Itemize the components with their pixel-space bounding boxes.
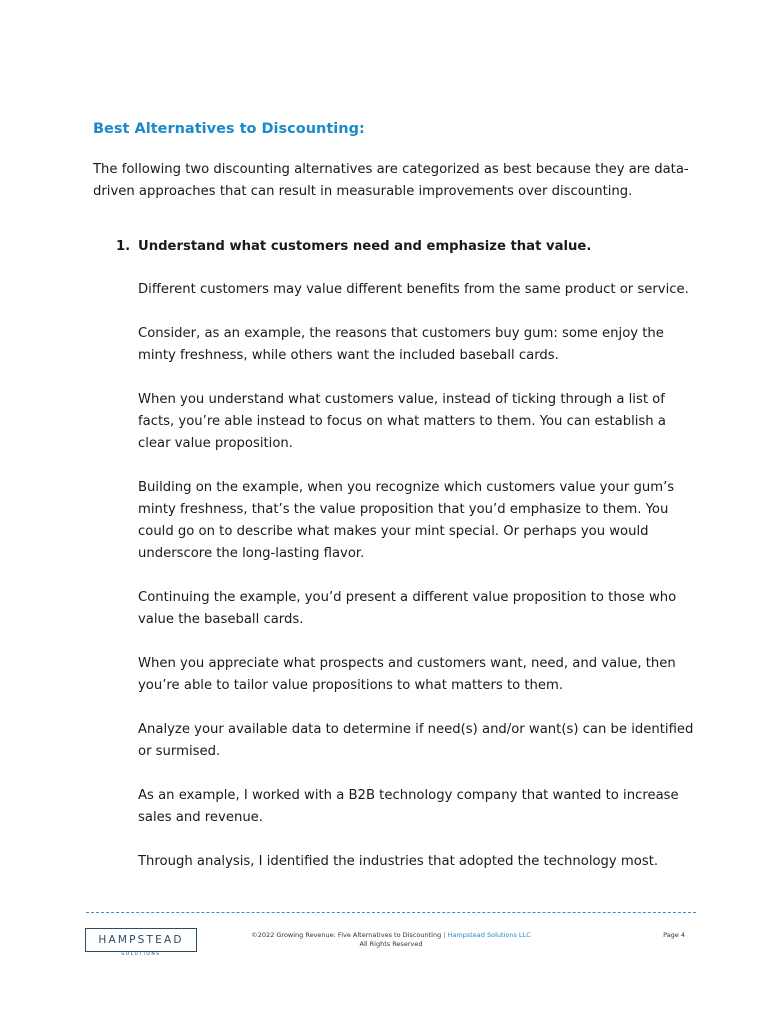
paragraph: Continuing the example, you’d present a different value proposition to those who value the baseball cards. [138, 590, 677, 627]
paragraph: When you understand what customers value, instead of ticking through a list of facts, you’re able instead to focus on what matters to them. You can establish a clear value proposition. [138, 392, 666, 451]
rights-text: All Rights Reserved [359, 940, 423, 948]
logo-subtitle: SOLUTIONS [118, 952, 163, 957]
logo-subtitle-wrap [85, 950, 197, 958]
company-name: Hampstead Solutions LLC [447, 931, 531, 939]
footer-separator: | [441, 931, 448, 939]
list-item-heading-text: Understand what customers need and emphasize that value. [138, 239, 592, 254]
footer-copyright-line [240, 931, 542, 940]
paragraph: Building on the example, when you recognize which customers value your gum’s minty freshness, that’s the value proposition that you’d emphasize to them. You could go on to describe what makes your mint special. Or perhaps you would underscore the long-lasting flavor. [138, 480, 675, 561]
paragraph: As an example, I worked with a B2B technology company that wanted to increase sales and revenue. [138, 788, 679, 825]
footer-copyright [240, 931, 542, 949]
paragraph: Consider, as an example, the reasons that customers buy gum: some enjoy the minty freshness, while others want the included baseball cards. [138, 326, 664, 363]
paragraph: Through analysis, I identified the industries that adopted the technology most. [138, 854, 659, 869]
logo-wordmark: HAMPSTEAD [98, 934, 184, 946]
page-number: Page 4 [663, 931, 685, 939]
list-item-heading [116, 236, 591, 258]
section-title: Best Alternatives to Discounting: [93, 121, 365, 137]
paragraph: When you appreciate what prospects and customers want, need, and value, then you’re able to tailor value propositions to what matters to them. [138, 656, 676, 693]
body-paragraphs [138, 279, 698, 895]
paragraph: Different customers may value different benefits from the same product or service. [138, 282, 689, 297]
hampstead-logo [85, 928, 197, 952]
footer-divider [86, 912, 696, 913]
list-item-number: 1. [116, 239, 131, 254]
intro-paragraph: The following two discounting alternatives are categorized as best because they are data-driven approaches that can result in measurable improvements over discounting. [93, 162, 689, 199]
copyright-text: ©2022 Growing Revenue: Five Alternatives to Discounting [251, 931, 442, 939]
paragraph: Analyze your available data to determine if need(s) and/or want(s) can be identified or surmised. [138, 722, 694, 759]
